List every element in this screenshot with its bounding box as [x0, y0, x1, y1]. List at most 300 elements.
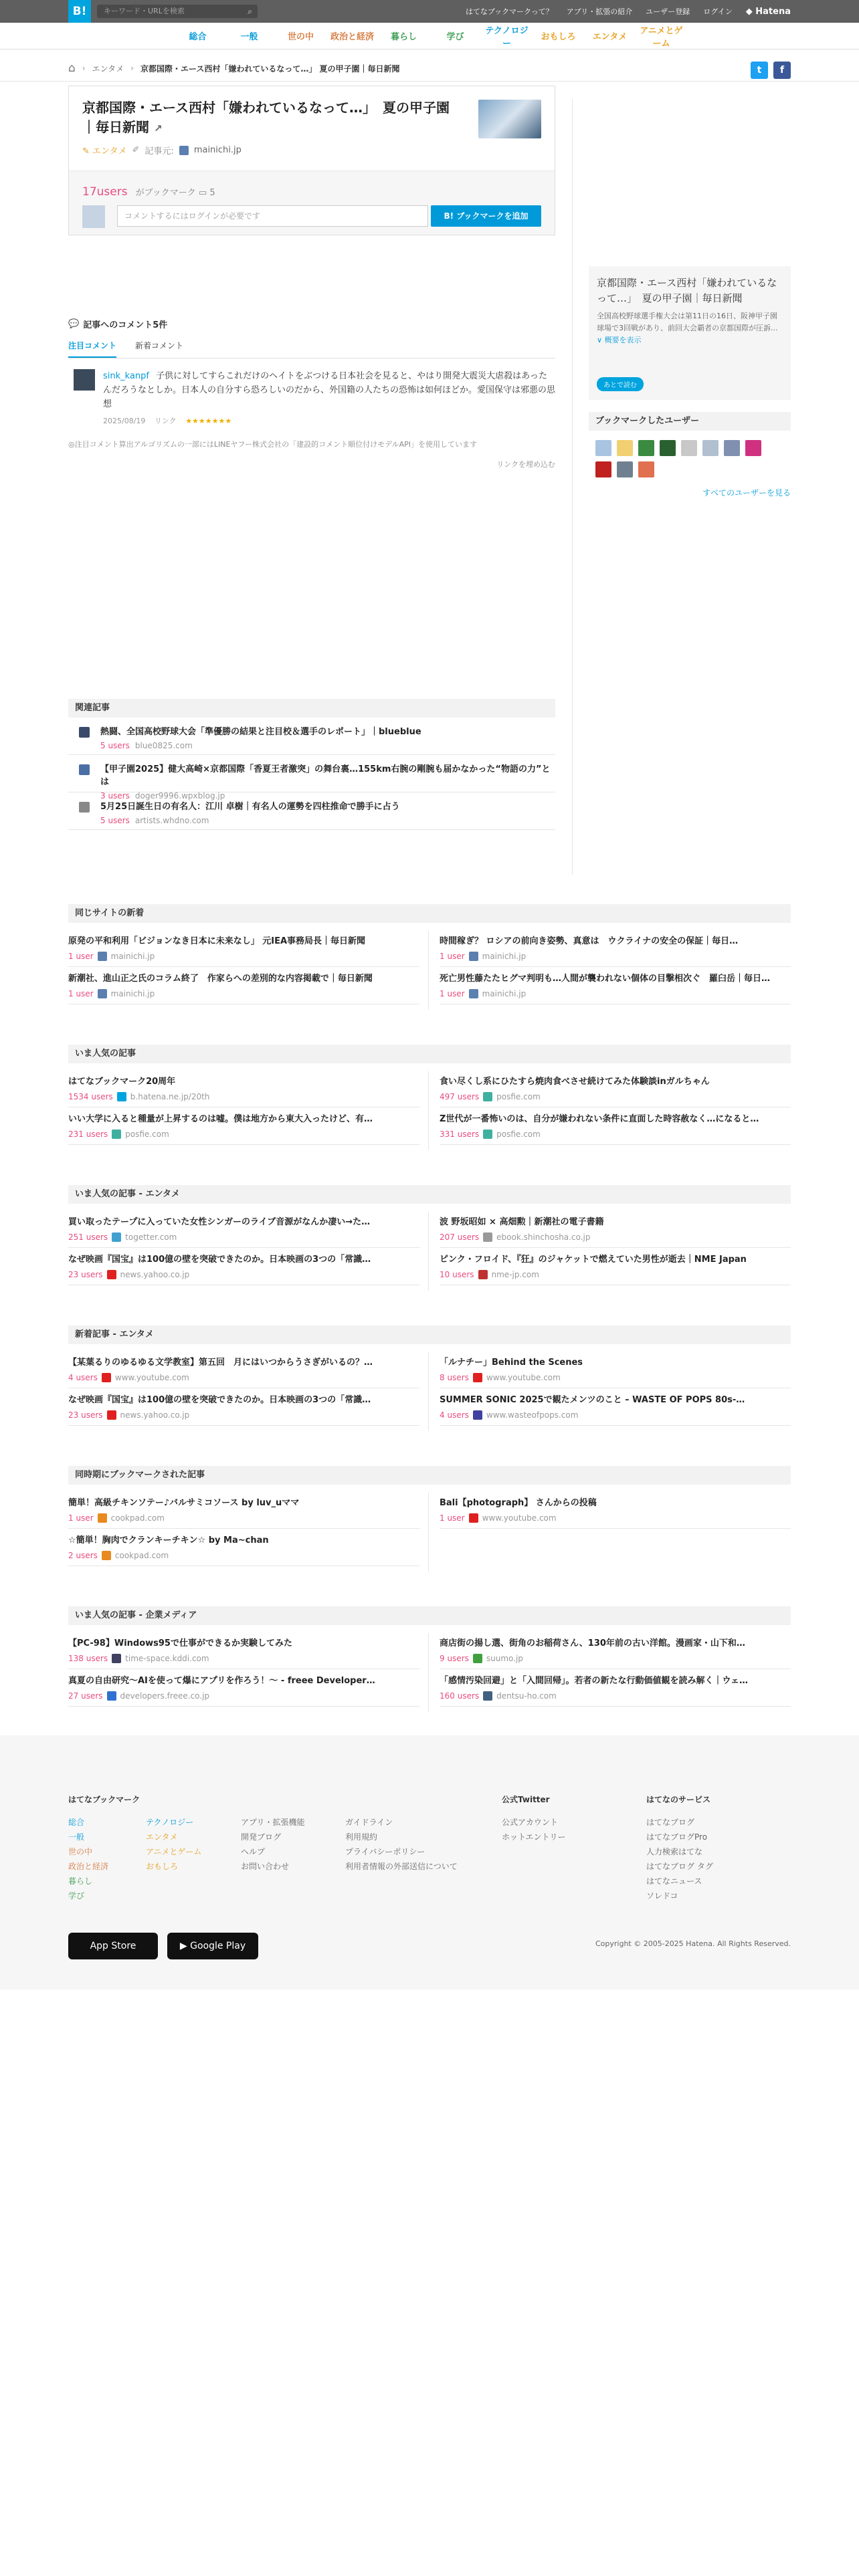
article-meta	[68, 1513, 419, 1523]
article-title[interactable]: SUMMER SONIC 2025で観たメンツのこと – WASTE OF POPS 80s-…	[440, 1395, 745, 1405]
bookmark-user-avatar[interactable]	[660, 440, 676, 456]
footer-link[interactable]: はてなブログ	[646, 1818, 695, 1827]
footer-link[interactable]: 世の中	[68, 1847, 93, 1856]
section-header: いま人気の記事	[68, 1045, 791, 1063]
app-store-badge[interactable]	[68, 1933, 158, 1959]
article-favicon	[483, 1691, 492, 1701]
article-item[interactable]	[440, 930, 791, 967]
article-domain[interactable]: posfie.com	[496, 1130, 541, 1139]
related-users[interactable]: 5 users	[100, 741, 130, 750]
article-title[interactable]: 買い取ったテープに入っていた女性シンガーのライブ音源がなんか凄い→た…	[68, 1217, 371, 1227]
article-users[interactable]: 23 users	[68, 1410, 103, 1420]
bookmark-user-avatar[interactable]	[745, 440, 761, 456]
article-item[interactable]	[68, 967, 419, 1004]
footer-link[interactable]: はてなブログ タグ	[646, 1862, 713, 1871]
footer-link[interactable]: エンタメ	[146, 1832, 178, 1842]
section-grid	[68, 930, 791, 1004]
all-users-link[interactable]: すべてのユーザーを見る	[702, 488, 791, 498]
article-domain[interactable]: developers.freee.co.jp	[120, 1691, 210, 1701]
related-domain[interactable]: blue0825.com	[134, 741, 193, 750]
article-domain[interactable]: time-space.kddi.com	[125, 1654, 209, 1663]
article-title[interactable]: Z世代が一番怖いのは、自分が嫌われない条件に直面した時容赦なく…になると…	[440, 1114, 759, 1124]
article-users[interactable]: 4 users	[68, 1373, 98, 1382]
article-favicon	[469, 1513, 478, 1523]
footer	[0, 1735, 859, 1990]
related-domain[interactable]: artists.whdno.com	[134, 816, 209, 825]
article-meta	[440, 1513, 791, 1523]
article-domain[interactable]: www.youtube.com	[482, 1513, 557, 1523]
article-users[interactable]: 251 users	[68, 1232, 108, 1242]
footer-link[interactable]: 政治と経済	[68, 1862, 109, 1871]
article-title[interactable]: 時間稼ぎ？ ロシアの前向き姿勢、真意は ウクライナの安全の保証｜毎日…	[440, 936, 739, 946]
article-meta	[68, 1410, 419, 1420]
source-favicon	[179, 146, 189, 155]
article-title[interactable]: 「ルナチー」Behind the Scenes	[440, 1358, 583, 1368]
article-favicon	[469, 989, 478, 998]
article-item[interactable]	[440, 1107, 791, 1145]
sidebar-desc: 全国高校野球選手権大会は第11日の16日、阪神甲子園球場で3回戦があり、前回大会覇者の京都国際が圧訴...	[597, 312, 778, 332]
article-item[interactable]	[68, 1107, 419, 1145]
category-tag[interactable]: ✎ エンタメ	[82, 146, 127, 156]
article-meta	[440, 1130, 791, 1139]
article-favicon	[107, 1410, 116, 1420]
article-meta	[440, 1654, 791, 1663]
article-meta	[440, 1410, 791, 1420]
search-input[interactable]	[97, 5, 258, 18]
tab-popular-comments[interactable]: 注目コメント	[68, 340, 116, 358]
comment-item	[68, 369, 555, 429]
twitter-share-icon[interactable]: t	[751, 62, 768, 79]
footer-link[interactable]: 学び	[68, 1891, 85, 1901]
footer-link[interactable]: 公式アカウント	[502, 1818, 558, 1827]
related-title[interactable]: 【甲子園2025】健大高崎×京都国際「香夏王者激突」の舞台裏…155km右腕の剛腕も届かなかった“物語の力”とは	[100, 764, 551, 787]
related-item[interactable]	[68, 755, 555, 800]
article-favicon	[112, 1654, 121, 1663]
comment-date[interactable]: 2025/08/19	[103, 417, 146, 425]
footer-link[interactable]: 開発ブログ	[241, 1832, 282, 1842]
related-articles	[68, 699, 555, 830]
article-favicon	[483, 1092, 492, 1101]
article-meta	[68, 989, 419, 998]
article-title[interactable]: 新潮社、進山正之氏のコラム終了 作家らへの差別的な内容掲載で｜毎日新聞	[68, 974, 373, 984]
category-tab[interactable]: おもしろ	[541, 32, 576, 42]
article-domain[interactable]: news.yahoo.co.jp	[120, 1270, 190, 1279]
google-play-label: Google Play	[190, 1941, 246, 1951]
footer-link[interactable]: ソレドコ	[646, 1891, 678, 1901]
copyright: Copyright © 2005-2025 Hatena. All Rights Reserved.	[595, 1939, 791, 1948]
section-grid	[68, 1632, 791, 1707]
footer-col-policy	[345, 1815, 458, 1874]
search-placeholder: キーワード・URLを検索	[104, 7, 185, 15]
article-item[interactable]	[68, 1210, 419, 1248]
search-icon[interactable]: ⌕	[248, 7, 252, 16]
google-play-badge[interactable]: ▶ Google Play	[167, 1933, 258, 1959]
article-domain[interactable]: posfie.com	[496, 1092, 541, 1101]
breadcrumb-category[interactable]: エンタメ	[92, 64, 124, 74]
section-grid	[68, 1491, 791, 1566]
comment-count: 5	[209, 188, 215, 198]
article-domain[interactable]: cookpad.com	[114, 1551, 169, 1560]
edit-icon[interactable]: ✐	[132, 145, 140, 155]
sidebar-title[interactable]: 京都国際・エース西村「嫌われているなって…」 夏の甲子園｜毎日新聞	[597, 277, 777, 304]
article-users[interactable]: 4 users	[440, 1410, 469, 1420]
footer-link[interactable]: 利用規約	[345, 1832, 378, 1842]
article-meta	[440, 1270, 791, 1279]
article-title[interactable]: 食い尽くし系にひたすら焼肉食べさせ続けてみた体験談inガルちゃん	[440, 1077, 710, 1087]
tab-new-comments[interactable]: 新着コメント	[135, 341, 184, 350]
article-users[interactable]: 1 user	[440, 1513, 465, 1523]
twitter-title: 公式Twitter	[502, 1795, 550, 1804]
article-item[interactable]	[440, 1351, 791, 1388]
article-item[interactable]	[68, 1632, 419, 1669]
article-title[interactable]: ピンク・フロイド、『狂』のジャケットで燃えていた男性が逝去｜NME Japan	[440, 1255, 747, 1265]
source-link[interactable]: mainichi.jp	[193, 145, 242, 155]
category-tab[interactable]: 世の中	[287, 32, 314, 42]
footer-link[interactable]: プライバシーポリシー	[345, 1847, 425, 1856]
article-domain[interactable]: mainichi.jp	[482, 952, 527, 961]
footer-link[interactable]: 人力検索はてな	[646, 1847, 703, 1856]
related-item[interactable]	[68, 792, 555, 830]
show-summary-label: 概要を表示	[604, 336, 642, 344]
category-tab[interactable]: 暮らし	[390, 32, 417, 42]
footer-title: はてなブックマーク	[68, 1795, 140, 1804]
article-section	[68, 904, 791, 1004]
footer-link[interactable]: はてなブログPro	[646, 1832, 708, 1842]
sidebar	[589, 266, 791, 498]
category-tab[interactable]: 政治と経済	[330, 32, 374, 42]
show-summary-link[interactable]: ∨ 概要を表示	[597, 336, 642, 344]
bookmark-user-avatar[interactable]	[702, 440, 719, 456]
home-icon[interactable]: ⌂	[68, 62, 76, 75]
article-title[interactable]: 【某葉るりのゆるゆる文学教室】第五回 月にはいつからうさぎがいるの？…	[68, 1358, 373, 1368]
footer-link[interactable]: 暮らし	[68, 1876, 93, 1886]
related-title[interactable]: 5月25日誕生日の有名人：江川 卓樹｜有名人の運勢を四柱推命で勝手に占う	[100, 802, 400, 812]
article-title[interactable]: なぜ映画『国宝』は100億の壁を突破できたのか。日本映画の3つの「常識…	[68, 1255, 371, 1265]
section-header: 同じサイトの新着	[68, 904, 791, 923]
article-favicon	[107, 1691, 116, 1701]
article-title[interactable]: 簡単！高級チキンソテー♪バルサミコソース by luv_uママ	[68, 1498, 300, 1508]
footer-link[interactable]: 一般	[68, 1832, 85, 1842]
comment-icon: ▭	[198, 188, 207, 198]
article-title[interactable]: 真夏の自由研究〜AIを使って爆にアプリを作ろう！〜 - freee Developer…	[68, 1676, 375, 1686]
comment-avatar[interactable]	[74, 369, 95, 391]
section-header: 新着記事 - エンタメ	[68, 1325, 791, 1344]
footer-link[interactable]: ホットエントリー	[502, 1832, 566, 1842]
category-tab[interactable]: テクノロジー	[485, 25, 529, 49]
article-domain[interactable]: news.yahoo.co.jp	[120, 1410, 190, 1420]
article-item[interactable]	[68, 1491, 419, 1529]
bookmark-user-avatar[interactable]	[638, 461, 654, 477]
bookmark-user-avatar[interactable]	[617, 440, 633, 456]
article-title[interactable]: 商店街の揚し選、街角のお稲荷さん、130年前の古い洋館。漫画家・山下和…	[440, 1638, 745, 1648]
bookmark-user-avatar[interactable]	[595, 461, 611, 477]
read-later-tag[interactable]: あとで読む	[597, 377, 644, 391]
related-item[interactable]	[68, 718, 555, 755]
comment-algorithm-note: ◎注目コメント算出アルゴリズムの一部にはLINEヤフー株式会社の「建設的コメント順位付けモデルAPI」を使用しています	[68, 440, 478, 449]
article-title[interactable]: ☆簡単！胸肉でクランキーチキン☆ by Ma~chan	[68, 1535, 269, 1545]
section-divider	[428, 1071, 429, 1150]
article-item[interactable]	[68, 1070, 419, 1107]
article-section	[68, 1045, 791, 1145]
article-item[interactable]	[68, 1669, 419, 1707]
article-meta	[68, 1654, 419, 1663]
signup-link[interactable]: ユーザー登録	[646, 7, 690, 16]
article-domain[interactable]: nme-jp.com	[491, 1270, 539, 1279]
article-title[interactable]: なぜ映画『国宝』は100億の壁を突破できたのか。日本映画の3つの「常識…	[68, 1395, 371, 1405]
article-users[interactable]: 27 users	[68, 1691, 103, 1701]
article-favicon	[473, 1373, 482, 1382]
comment-stars[interactable]: ★★★★★★★	[185, 417, 232, 425]
article-users[interactable]: 8 users	[440, 1373, 469, 1382]
category-tab[interactable]: アニメとゲーム	[640, 25, 683, 49]
article-domain[interactable]: suumo.jp	[486, 1654, 523, 1663]
category-tab[interactable]: エンタメ	[592, 32, 628, 42]
footer-link[interactable]: アニメとゲーム	[146, 1847, 202, 1856]
related-favicon	[79, 764, 90, 775]
footer-link[interactable]: アプリ・拡張機能	[241, 1818, 305, 1827]
category-tab[interactable]: 学び	[446, 32, 464, 42]
section-divider	[428, 1493, 429, 1572]
entry-title[interactable]	[82, 98, 457, 138]
article-favicon	[112, 1130, 121, 1139]
footer-link[interactable]: はてなニュース	[646, 1876, 702, 1886]
article-item[interactable]	[68, 1388, 419, 1426]
section-divider	[428, 931, 429, 1010]
article-domain[interactable]: cookpad.com	[110, 1513, 165, 1523]
embed-link[interactable]: リンクを埋め込む	[496, 460, 555, 469]
article-domain[interactable]: ebook.shinchosha.co.jp	[496, 1232, 591, 1242]
article-meta	[440, 989, 791, 998]
bookmark-user-avatar[interactable]	[595, 440, 611, 456]
article-title[interactable]: はてなブックマーク20周年	[68, 1077, 176, 1087]
related-favicon	[79, 727, 90, 738]
section-divider	[428, 1633, 429, 1712]
article-item[interactable]	[68, 1351, 419, 1388]
footer-col-categories	[68, 1792, 140, 1903]
article-meta	[68, 1130, 419, 1139]
article-meta	[440, 1373, 791, 1382]
article-section	[68, 1606, 791, 1707]
related-meta	[100, 816, 555, 825]
article-item[interactable]	[440, 1210, 791, 1248]
related-title[interactable]: 熱闘、全国高校野球大会「準優勝の結果と注目校＆選手のレポート」｜blueblue	[100, 727, 421, 737]
entry-card	[68, 86, 555, 235]
article-favicon	[473, 1410, 482, 1420]
article-users[interactable]: 231 users	[68, 1130, 108, 1139]
bookmark-user-avatar[interactable]	[724, 440, 740, 456]
article-users[interactable]: 1 user	[68, 952, 94, 961]
article-users[interactable]: 2 users	[68, 1551, 98, 1560]
article-item[interactable]	[68, 930, 419, 967]
article-favicon	[117, 1092, 126, 1101]
article-users[interactable]: 160 users	[440, 1691, 480, 1701]
breadcrumb-separator: ›	[82, 64, 86, 73]
article-users[interactable]: 10 users	[440, 1270, 474, 1279]
article-title[interactable]: Bali【photograph】 さんからの投稿	[440, 1498, 597, 1508]
footer-link[interactable]: テクノロジー	[146, 1818, 194, 1827]
section-header: いま人気の記事 - エンタメ	[68, 1185, 791, 1204]
article-meta	[68, 1092, 419, 1101]
footer-col-services	[646, 1792, 713, 1903]
article-domain[interactable]: b.hatena.ne.jp/20th	[130, 1092, 210, 1101]
breadcrumb	[0, 53, 859, 82]
article-domain[interactable]: www.youtube.com	[486, 1373, 561, 1382]
login-link[interactable]: ログイン	[703, 7, 733, 16]
article-users[interactable]: 497 users	[440, 1092, 480, 1101]
article-meta	[440, 952, 791, 961]
hatena-bookmark-logo[interactable]: B!	[68, 0, 91, 23]
footer-link[interactable]: お問い合わせ	[241, 1862, 290, 1871]
article-meta	[68, 1551, 419, 1560]
category-tag-label: エンタメ	[92, 146, 127, 156]
related-meta	[100, 741, 555, 750]
article-users[interactable]: 331 users	[440, 1130, 480, 1139]
bookmark-label: がブックマーク	[135, 188, 196, 198]
article-title[interactable]: いい大学に入ると種量が上昇するのは嘘。僕は地方から東大入ったけど、有…	[68, 1114, 373, 1124]
article-users[interactable]: 138 users	[68, 1654, 108, 1663]
article-meta	[68, 1373, 419, 1382]
hatena-brand-link[interactable]: ◆ Hatena	[745, 6, 791, 17]
related-users[interactable]: 3 users	[100, 791, 130, 800]
hatena-brand-label: Hatena	[755, 6, 791, 17]
article-users[interactable]: 207 users	[440, 1232, 480, 1242]
article-favicon	[483, 1232, 492, 1242]
article-users[interactable]: 23 users	[68, 1270, 103, 1279]
article-domain[interactable]: mainichi.jp	[110, 989, 155, 998]
article-item[interactable]	[440, 1632, 791, 1669]
bookmark-user-avatar[interactable]	[638, 440, 654, 456]
facebook-share-icon[interactable]: f	[773, 62, 791, 79]
section-grid	[68, 1210, 791, 1285]
footer-link[interactable]: 総合	[68, 1818, 85, 1827]
related-domain[interactable]: doger9996.wpxblog.jp	[134, 791, 225, 800]
article-domain[interactable]: www.youtube.com	[114, 1373, 189, 1382]
category-tab[interactable]: 総合	[189, 32, 207, 42]
article-meta	[440, 1092, 791, 1101]
footer-col-twitter	[502, 1792, 566, 1844]
related-users[interactable]: 5 users	[100, 816, 130, 825]
article-item[interactable]	[440, 1491, 791, 1529]
apps-link[interactable]: アプリ・拡張の紹介	[566, 7, 633, 16]
article-title[interactable]: 波 野坂昭如 × 高畑勲｜新潮社の電子書籍	[440, 1217, 604, 1227]
article-meta	[68, 1691, 419, 1701]
footer-link[interactable]: おもしろ	[146, 1862, 179, 1871]
comments-section	[68, 318, 555, 469]
article-favicon	[473, 1654, 482, 1663]
article-domain[interactable]: posfie.com	[125, 1130, 169, 1139]
article-meta	[440, 1232, 791, 1242]
users-count[interactable]: 17users	[82, 185, 128, 199]
comment-bubble-icon: 💬	[68, 319, 80, 329]
footer-link[interactable]: ヘルプ	[241, 1847, 266, 1856]
footer-col-about	[241, 1815, 305, 1874]
user-avatar	[82, 205, 105, 228]
article-favicon	[98, 1513, 107, 1523]
services-title: はてなのサービス	[646, 1795, 711, 1804]
article-users[interactable]: 1 user	[440, 989, 465, 998]
article-domain[interactable]: mainichi.jp	[110, 952, 155, 961]
article-meta	[68, 1232, 419, 1242]
article-item[interactable]	[440, 1070, 791, 1107]
article-meta	[440, 1691, 791, 1701]
article-favicon	[483, 1130, 492, 1139]
comment-user[interactable]: sink_kanpf	[103, 371, 149, 381]
article-item[interactable]	[440, 1669, 791, 1707]
footer-link[interactable]: ガイドライン	[345, 1818, 393, 1827]
article-favicon	[107, 1270, 116, 1279]
section-divider	[428, 1352, 429, 1431]
article-favicon	[112, 1232, 121, 1242]
article-section	[68, 1466, 791, 1566]
article-domain[interactable]: dentsu-ho.com	[496, 1691, 557, 1701]
article-users[interactable]: 9 users	[440, 1654, 469, 1663]
add-bookmark-button[interactable]: B! ブックマークを追加	[431, 205, 541, 227]
section-grid	[68, 1351, 791, 1426]
article-item[interactable]	[440, 967, 791, 1004]
article-item[interactable]	[68, 1248, 419, 1285]
article-users[interactable]: 1 user	[68, 1513, 94, 1523]
footer-link[interactable]: 利用者情報の外部送信について	[345, 1862, 458, 1871]
source-label: 記事元:	[145, 146, 174, 156]
section-divider	[428, 1212, 429, 1291]
article-favicon	[98, 952, 107, 961]
breadcrumb-separator: ›	[130, 64, 134, 73]
article-favicon	[469, 952, 478, 961]
article-meta	[68, 952, 419, 961]
article-users[interactable]: 1534 users	[68, 1092, 113, 1101]
category-tab[interactable]: 一般	[240, 32, 258, 42]
article-favicon	[102, 1373, 111, 1382]
entry-title-text: 京都国際・エース西村「嫌われているなって…」 夏の甲子園｜毎日新聞	[82, 100, 450, 135]
article-users[interactable]: 1 user	[440, 952, 465, 961]
comment-text: 子供に対してすらこれだけのヘイトをぶつける日本社会を見ると、やはり開発大震災大虐殺はあったんだろうなとしか。日本人の自分すら恐ろしいのだから、外国籍の人たちの恐怖は如何ほどか。愛国保守は邪悪の思想	[103, 371, 556, 409]
comment-input[interactable]: コメントするにはログインが必要です	[117, 205, 428, 227]
section-header: いま人気の記事 - 企業メディア	[68, 1606, 791, 1625]
bookmark-users-header: ブックマークしたユーザー	[589, 412, 791, 431]
article-title[interactable]: 原発の平和利用「ビジョンなき日本に未来なし」 元IEA事務局長｜毎日新聞	[68, 936, 366, 946]
related-favicon	[79, 802, 90, 813]
bookmark-user-avatar[interactable]	[617, 461, 633, 477]
related-header: 関連記事	[68, 699, 555, 718]
about-link[interactable]: はてなブックマークって？	[465, 7, 553, 16]
comment-link[interactable]: リンク	[154, 417, 177, 425]
article-domain[interactable]: togetter.com	[125, 1232, 177, 1242]
article-users[interactable]: 1 user	[68, 989, 94, 998]
article-item[interactable]	[68, 1529, 419, 1566]
article-meta	[68, 1270, 419, 1279]
footer-col-categories-2	[146, 1815, 201, 1874]
external-link-icon[interactable]: ↗	[153, 122, 163, 134]
article-domain[interactable]: mainichi.jp	[482, 989, 527, 998]
article-title[interactable]: 「感情汚染回避」と「入間回帰」。若者の新たな行動価値観を読み解く｜ウェ…	[440, 1676, 748, 1686]
sidebar-summary	[589, 266, 791, 400]
bookmark-user-avatar[interactable]	[681, 440, 697, 456]
breadcrumb-current: 京都国際・エース西村「嫌われているなって…」 夏の甲子園｜毎日新聞	[140, 64, 400, 74]
article-title[interactable]: 【PC-98】Windows95で仕事ができるか実験してみた	[68, 1638, 292, 1648]
article-item[interactable]	[440, 1248, 791, 1285]
column-divider	[572, 99, 573, 875]
article-title[interactable]: 死亡男性藤たたヒグマ判明も…人間が襲われない個体の目撃相次ぐ 羅臼岳｜毎日…	[440, 974, 771, 984]
comments-header: 記事へのコメント5件	[83, 320, 168, 330]
top-bar	[0, 0, 859, 23]
article-domain[interactable]: www.wasteofpops.com	[486, 1410, 579, 1420]
article-favicon	[102, 1551, 111, 1560]
article-item[interactable]	[440, 1388, 791, 1426]
entry-thumbnail[interactable]	[478, 100, 541, 138]
article-favicon	[478, 1270, 488, 1279]
app-store-label: App Store	[90, 1941, 136, 1951]
category-nav	[0, 23, 859, 49]
